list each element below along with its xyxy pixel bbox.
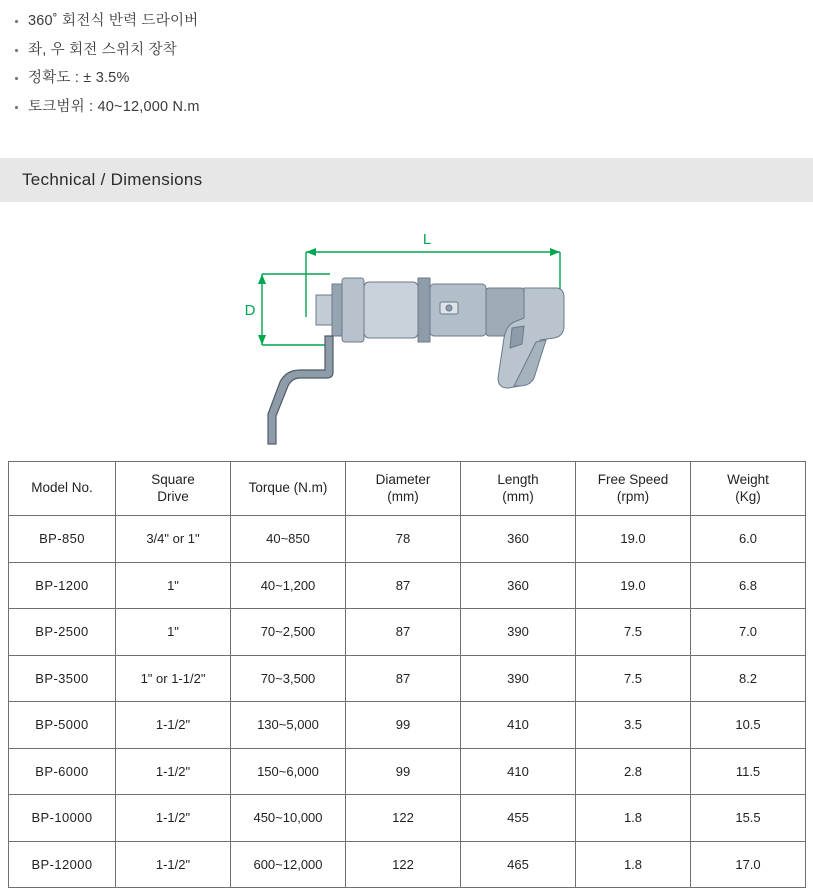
header-line-2: (mm) bbox=[387, 488, 419, 504]
table-row bbox=[9, 516, 806, 563]
cell-free-speed: 7.5 bbox=[576, 609, 691, 656]
column-header-diameter bbox=[346, 462, 461, 516]
cell-torque: 600~12,000 bbox=[231, 841, 346, 888]
column-header-model bbox=[9, 462, 116, 516]
cell-weight: 6.8 bbox=[691, 562, 806, 609]
cell-model: BP-5000 bbox=[9, 702, 116, 749]
cell-free-speed: 1.8 bbox=[576, 841, 691, 888]
cell-weight: 10.5 bbox=[691, 702, 806, 749]
table-row bbox=[9, 655, 806, 702]
list-item: 360˚ 회전식 반력 드라이버 bbox=[14, 14, 813, 29]
cell-square-drive: 1" bbox=[116, 562, 231, 609]
cell-free-speed: 2.8 bbox=[576, 748, 691, 795]
header-line-1: Weight bbox=[727, 471, 769, 487]
header-line-2: (mm) bbox=[502, 488, 534, 504]
cell-torque: 130~5,000 bbox=[231, 702, 346, 749]
header-line-1: Free Speed bbox=[597, 471, 669, 487]
cell-free-speed: 7.5 bbox=[576, 655, 691, 702]
section-heading-band bbox=[0, 158, 813, 202]
table-row bbox=[9, 702, 806, 749]
header-line-2: (Kg) bbox=[735, 488, 761, 504]
column-header-square-drive bbox=[116, 462, 231, 516]
cell-torque: 70~3,500 bbox=[231, 655, 346, 702]
cell-length: 410 bbox=[461, 748, 576, 795]
cell-free-speed: 19.0 bbox=[576, 562, 691, 609]
header-line-2: Drive bbox=[157, 488, 189, 504]
cell-torque: 40~1,200 bbox=[231, 562, 346, 609]
dimension-label-length: L bbox=[422, 231, 432, 248]
header-line-1: Square bbox=[151, 471, 195, 487]
cell-square-drive: 1" or 1-1/2" bbox=[116, 655, 231, 702]
product-dimension-drawing bbox=[0, 202, 813, 457]
cell-model: BP-10000 bbox=[9, 795, 116, 842]
cell-weight: 11.5 bbox=[691, 748, 806, 795]
cell-weight: 15.5 bbox=[691, 795, 806, 842]
cell-model: BP-1200 bbox=[9, 562, 116, 609]
cell-diameter: 87 bbox=[346, 609, 461, 656]
cell-square-drive: 1-1/2" bbox=[116, 841, 231, 888]
cell-torque: 70~2,500 bbox=[231, 609, 346, 656]
list-item: 정확도 : ± 3.5% bbox=[14, 71, 813, 86]
cell-weight: 7.0 bbox=[691, 609, 806, 656]
cell-model: BP-2500 bbox=[9, 609, 116, 656]
cell-length: 410 bbox=[461, 702, 576, 749]
dimension-label-diameter: D bbox=[244, 302, 256, 319]
cell-torque: 450~10,000 bbox=[231, 795, 346, 842]
list-item: 좌, 우 회전 스위치 장착 bbox=[14, 43, 813, 58]
cell-model: BP-6000 bbox=[9, 748, 116, 795]
cell-square-drive: 3/4" or 1" bbox=[116, 516, 231, 563]
cell-weight: 8.2 bbox=[691, 655, 806, 702]
header-line-2: (rpm) bbox=[616, 488, 650, 504]
cell-length: 360 bbox=[461, 562, 576, 609]
cell-free-speed: 19.0 bbox=[576, 516, 691, 563]
cell-model: BP-3500 bbox=[9, 655, 116, 702]
table-row bbox=[9, 795, 806, 842]
cell-torque: 150~6,000 bbox=[231, 748, 346, 795]
cell-length: 455 bbox=[461, 795, 576, 842]
cell-free-speed: 3.5 bbox=[576, 702, 691, 749]
specifications-table bbox=[8, 461, 806, 888]
column-header-torque bbox=[231, 462, 346, 516]
table-row bbox=[9, 562, 806, 609]
cell-torque: 40~850 bbox=[231, 516, 346, 563]
cell-model: BP-850 bbox=[9, 516, 116, 563]
cell-length: 390 bbox=[461, 655, 576, 702]
cell-length: 390 bbox=[461, 609, 576, 656]
header-line-1: Model No. bbox=[31, 480, 93, 496]
page-title: Technical / Dimensions bbox=[22, 170, 203, 189]
feature-list bbox=[0, 0, 813, 114]
cell-length: 465 bbox=[461, 841, 576, 888]
table-header-row bbox=[9, 462, 806, 516]
cell-free-speed: 1.8 bbox=[576, 795, 691, 842]
cell-diameter: 87 bbox=[346, 655, 461, 702]
cell-weight: 6.0 bbox=[691, 516, 806, 563]
cell-length: 360 bbox=[461, 516, 576, 563]
cell-square-drive: 1-1/2" bbox=[116, 702, 231, 749]
cell-model: BP-12000 bbox=[9, 841, 116, 888]
cell-diameter: 87 bbox=[346, 562, 461, 609]
header-line-1: Torque (N.m) bbox=[248, 480, 328, 496]
cell-weight: 17.0 bbox=[691, 841, 806, 888]
cell-diameter: 122 bbox=[346, 841, 461, 888]
column-header-length bbox=[461, 462, 576, 516]
cell-diameter: 99 bbox=[346, 702, 461, 749]
column-header-weight bbox=[691, 462, 806, 516]
header-line-1: Diameter bbox=[375, 471, 431, 487]
table-row bbox=[9, 748, 806, 795]
table-row bbox=[9, 609, 806, 656]
cell-square-drive: 1-1/2" bbox=[116, 795, 231, 842]
cell-square-drive: 1" bbox=[116, 609, 231, 656]
cell-diameter: 99 bbox=[346, 748, 461, 795]
list-item: 토크범위 : 40~12,000 N.m bbox=[14, 100, 813, 115]
cell-diameter: 78 bbox=[346, 516, 461, 563]
cell-diameter: 122 bbox=[346, 795, 461, 842]
header-line-1: Length bbox=[497, 471, 539, 487]
column-header-free-speed bbox=[576, 462, 691, 516]
cell-square-drive: 1-1/2" bbox=[116, 748, 231, 795]
